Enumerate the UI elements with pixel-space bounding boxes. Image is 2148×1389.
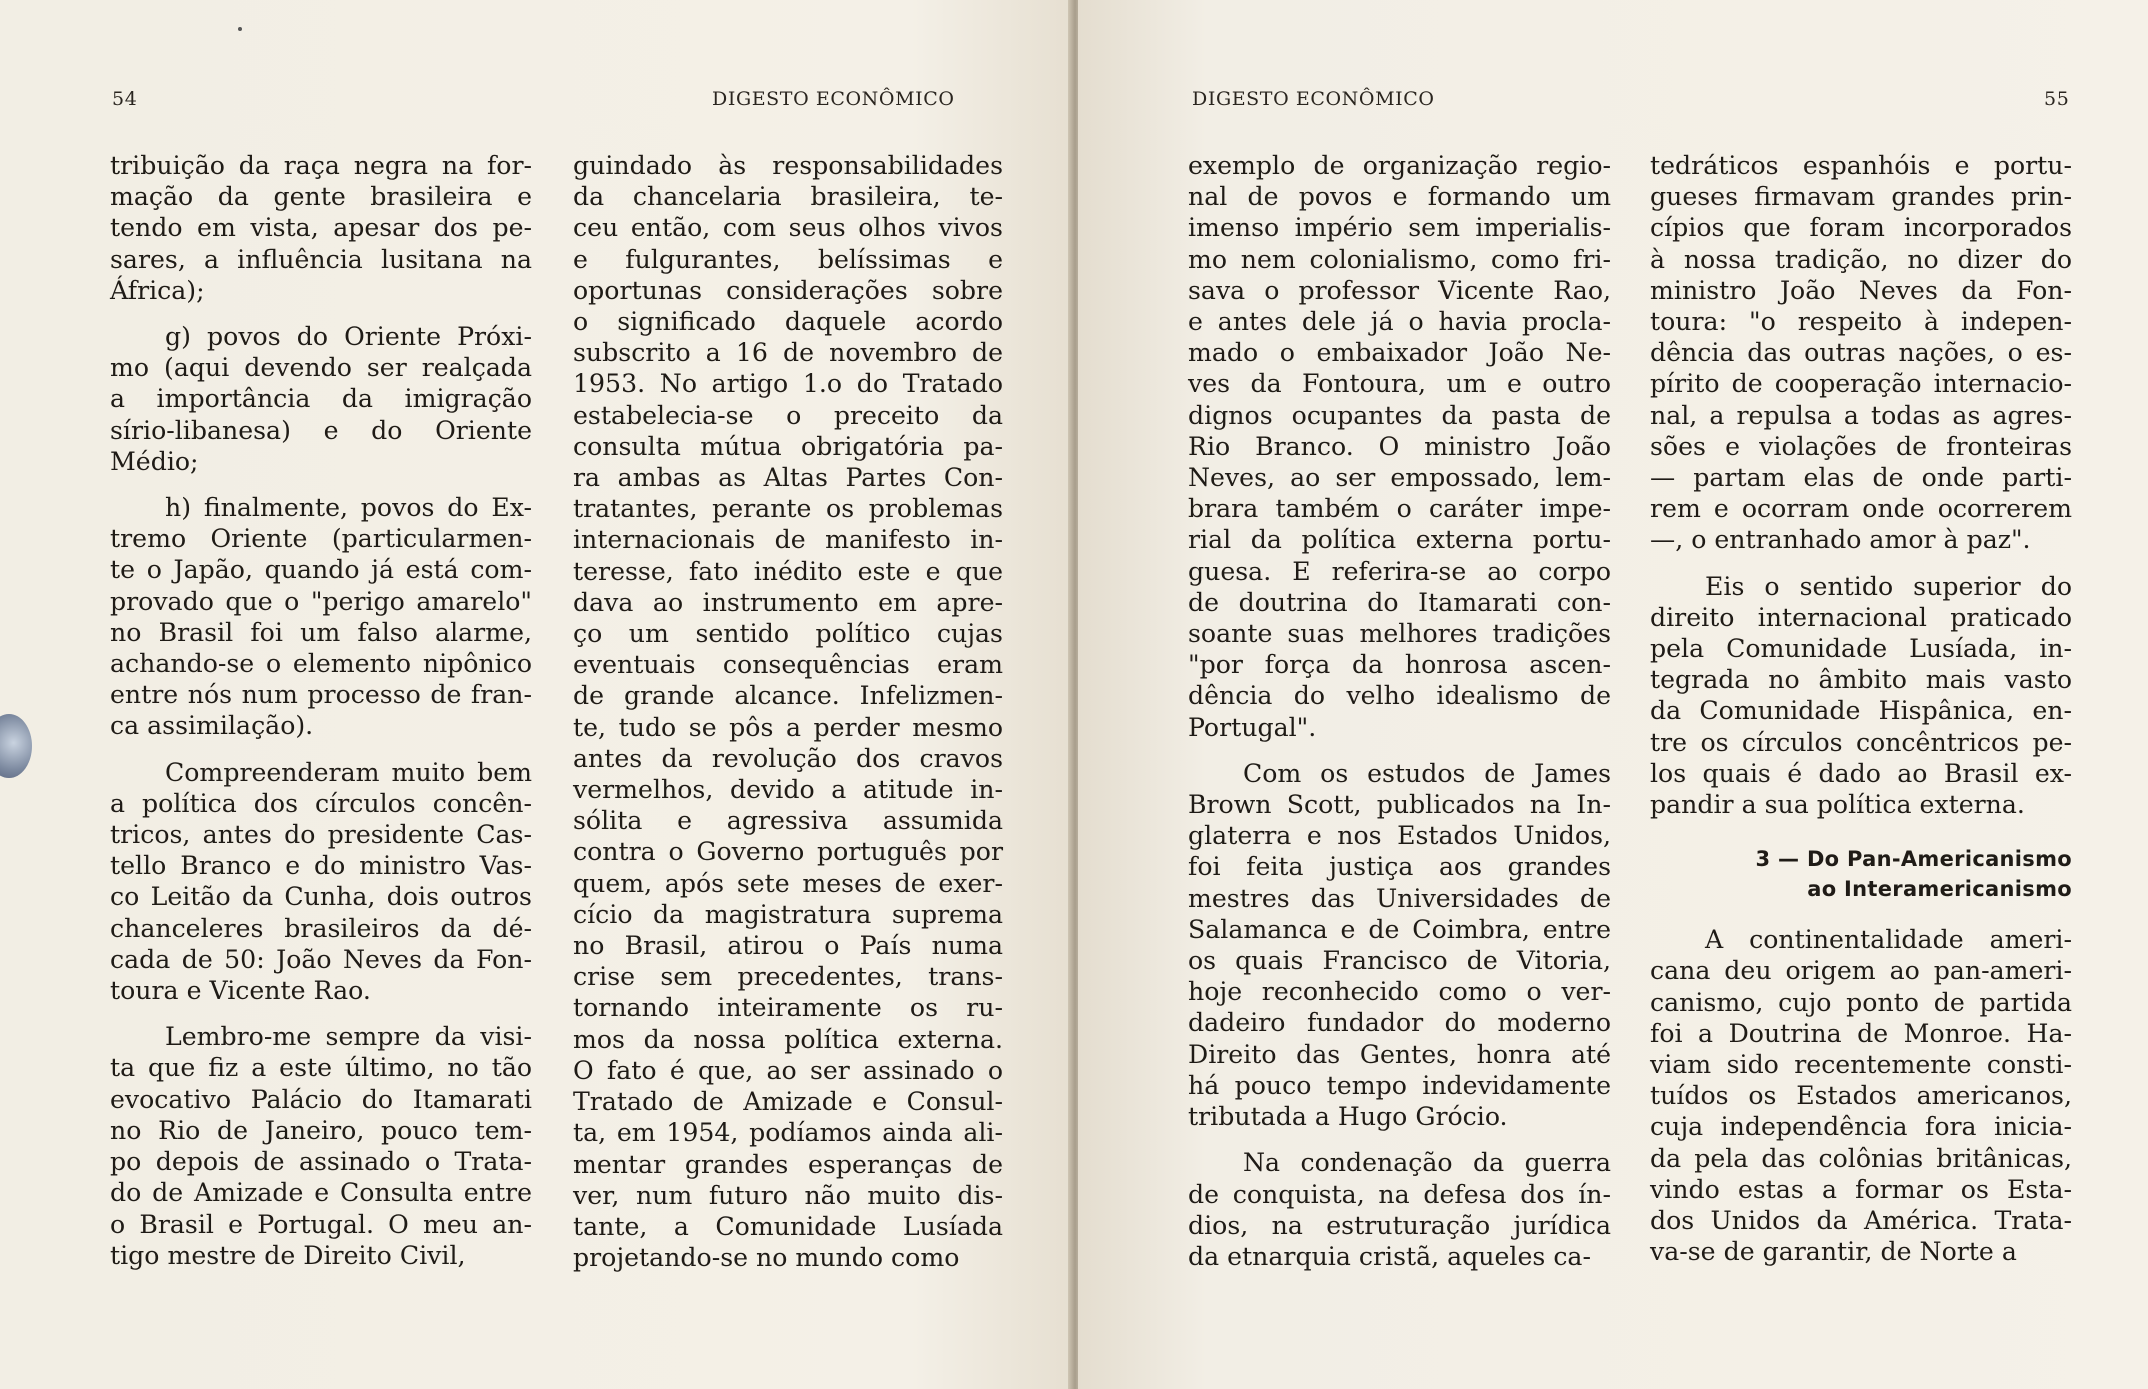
text-line: —, o entranhado amor à paz".	[1650, 525, 2031, 555]
text-line: Direito das Gentes, honra até	[1188, 1039, 1611, 1069]
text-line: dos Unidos da América. Trata-	[1650, 1206, 2072, 1236]
text-line: Médio;	[110, 446, 199, 476]
text-line: co Leitão da Cunha, dois outros	[110, 882, 532, 912]
text-line: tigo mestre de Direito Civil,	[110, 1240, 466, 1270]
paragraph	[1650, 571, 2072, 821]
text-line: Salamanca e de Coimbra, entre	[1188, 914, 1611, 944]
ink-speck	[238, 27, 242, 31]
text-line: tre os círculos concêntricos pe-	[1650, 727, 2072, 757]
paragraph	[110, 1021, 532, 1271]
text-line: exemplo de organização regio-	[1188, 151, 1611, 180]
text-line: mado o embaixador João Ne-	[1188, 338, 1611, 368]
right-column-2-bottom	[1650, 924, 2072, 1267]
page-number-left: 54	[112, 88, 138, 110]
text-line: ceu então, com seus olhos vivos	[573, 213, 1003, 243]
text-line: ministro João Neves da Fon-	[1650, 275, 2072, 305]
text-line: pela Comunidade Lusíada, in-	[1650, 634, 2072, 664]
binder-clip-icon	[0, 714, 32, 778]
text-line: nal, a repulsa a todas as agres-	[1650, 400, 2072, 430]
text-line: chanceleres brasileiros da dé-	[110, 913, 532, 943]
text-line: tributada a Hugo Grócio.	[1188, 1102, 1508, 1132]
text-line: e fulgurantes, belíssimas e	[573, 244, 1003, 274]
paragraph	[110, 321, 532, 477]
text-line: de grande alcance. Infelizmen-	[573, 681, 1003, 711]
right-page	[1078, 0, 2148, 1389]
right-column-2	[1650, 150, 2072, 1268]
text-line: da pela das colônias britânicas,	[1650, 1143, 2072, 1173]
text-line: mentar grandes esperanças de	[573, 1149, 1003, 1179]
text-line: tornando inteiramente os ru-	[573, 993, 1003, 1023]
text-line: Eis o sentido superior do	[1705, 571, 2072, 601]
text-line: tante, a Comunidade Lusíada	[573, 1211, 1003, 1241]
text-line: oportunas considerações sobre	[573, 275, 1003, 305]
text-line: ta, em 1954, podíamos ainda ali-	[573, 1118, 1003, 1148]
text-line: glaterra e nos Estados Unidos,	[1188, 821, 1611, 851]
text-line: há pouco tempo indevidamente	[1188, 1070, 1611, 1100]
text-line: ra ambas as Altas Partes Con-	[573, 463, 1003, 493]
right-column-2-top	[1650, 150, 2072, 820]
text-line: tegrada no âmbito mais vasto	[1650, 665, 2072, 695]
text-line: sírio-libanesa) e do Oriente	[110, 415, 532, 445]
text-line: ta que fiz a este último, no tão	[110, 1053, 532, 1083]
right-column-1	[1188, 150, 1611, 1272]
text-line: a política dos círculos concên-	[110, 788, 532, 818]
text-line: cada de 50: João Neves da Fon-	[110, 944, 532, 974]
text-line: Portugal".	[1188, 712, 1317, 742]
paragraph	[1188, 1147, 1611, 1272]
text-line: viam sido recentemente consti-	[1650, 1050, 2072, 1080]
text-line: no Brasil foi um falso alarme,	[110, 617, 532, 647]
text-line: cuja independência fora inicia-	[1650, 1112, 2072, 1142]
left-column-1	[110, 150, 532, 1271]
left-column-2	[573, 150, 1003, 1273]
text-line: cício da magistratura suprema	[573, 899, 1003, 929]
text-line: da chancelaria brasileira, te-	[573, 182, 1003, 212]
text-line: guesa. E referira-se ao corpo	[1188, 556, 1611, 586]
section-heading-line-1: 3 — Do Pan-Americanismo	[1755, 847, 2072, 872]
text-line: de doutrina do Itamarati con-	[1188, 587, 1611, 617]
text-line: Compreenderam muito bem	[165, 757, 532, 787]
text-line: no Rio de Janeiro, pouco tem-	[110, 1115, 532, 1145]
text-line: te, tudo se pôs a perder mesmo	[573, 712, 1003, 742]
text-line: dadeiro fundador do moderno	[1188, 1008, 1611, 1038]
text-line: África);	[110, 275, 205, 305]
text-line: cípios que foram incorporados	[1650, 213, 2072, 243]
text-line: imenso império sem imperialis-	[1188, 213, 1611, 243]
section-heading-line-2: ao Interamericanismo	[1807, 877, 2072, 902]
text-line: subscrito a 16 de novembro de	[573, 338, 1003, 368]
text-line: va-se de garantir, de Norte a	[1650, 1237, 2017, 1267]
text-line: hoje reconhecido como o ver-	[1188, 977, 1611, 1007]
text-line: tedráticos espanhóis e portu-	[1650, 151, 2072, 180]
text-line: provado que o "perigo amarelo"	[110, 586, 532, 616]
text-line: toura: "o respeito à indepen-	[1650, 307, 2072, 337]
text-line: direito internacional praticado	[1650, 602, 2072, 632]
text-line: consulta mútua obrigatória pa-	[573, 431, 1003, 461]
text-line: Tratado de Amizade e Consul-	[573, 1087, 1003, 1117]
text-line: h) finalmente, povos do Ex-	[165, 493, 532, 523]
text-line: e antes dele já o havia procla-	[1188, 307, 1611, 337]
text-line: dência das outras nações, o es-	[1650, 338, 2072, 368]
paragraph	[1188, 758, 1611, 1132]
running-head-right: DIGESTO ECONÔMICO	[1192, 88, 1435, 110]
text-line: pandir a sua política externa.	[1650, 790, 2025, 820]
paragraph	[1650, 924, 2072, 1267]
text-line: teresse, fato inédito este e que	[573, 556, 1003, 586]
text-line: vindo estas a formar os Esta-	[1650, 1174, 2072, 1204]
text-line: los quais é dado ao Brasil ex-	[1650, 758, 2072, 788]
text-line: "por força da honrosa ascen-	[1188, 650, 1611, 680]
text-line: do de Amizade e Consulta entre	[110, 1178, 532, 1208]
text-line: da Comunidade Hispânica, en-	[1650, 696, 2072, 726]
text-line: Na condenação da guerra	[1243, 1148, 1611, 1178]
paragraph	[110, 150, 532, 306]
text-line: sólita e agressiva assumida	[573, 806, 1003, 836]
text-line: te o Japão, quando já está com-	[110, 555, 532, 585]
text-line: projetando-se no mundo como	[573, 1243, 960, 1273]
text-line: o Brasil e Portugal. O meu an-	[110, 1209, 532, 1239]
text-line: ca assimilação).	[110, 711, 314, 741]
text-line: Com os estudos de James	[1243, 758, 1611, 788]
text-line: tribuição da raça negra na for-	[110, 151, 532, 180]
text-line: tricos, antes do presidente Cas-	[110, 820, 532, 850]
left-page	[0, 0, 1072, 1389]
text-line: po depois de assinado o Trata-	[110, 1147, 532, 1177]
text-line: Neves, ao ser empossado, lem-	[1188, 463, 1611, 493]
text-line: cana deu origem ao pan-ameri-	[1650, 956, 2072, 986]
text-line: tello Branco e do ministro Vas-	[110, 851, 532, 881]
text-line: toura e Vicente Rao.	[110, 976, 371, 1006]
text-line: pírito de cooperação internacio-	[1650, 369, 2072, 399]
text-line: ves da Fontoura, um e outro	[1188, 369, 1611, 399]
text-line: tendo em vista, apesar dos pe-	[110, 213, 532, 243]
text-line: ço um sentido político cujas	[573, 619, 1003, 649]
text-line: ver, num futuro não muito dis-	[573, 1180, 1003, 1210]
paragraph	[1650, 150, 2072, 556]
paragraph	[1188, 150, 1611, 743]
text-line: quem, após sete meses de exer-	[573, 868, 1003, 898]
page-number-right: 55	[2044, 88, 2070, 110]
text-line: tremo Oriente (particularmen-	[110, 524, 532, 554]
text-line: A continentalidade ameri-	[1705, 925, 2072, 955]
paragraph	[110, 757, 532, 1007]
text-line: evocativo Palácio do Itamarati	[110, 1084, 532, 1114]
text-line: 1953. No artigo 1.o do Tratado	[573, 369, 1003, 399]
paragraph	[110, 492, 532, 742]
text-line: mos da nossa política externa.	[573, 1024, 1003, 1054]
text-line: foi feita justiça aos grandes	[1188, 852, 1611, 882]
text-line: crise sem precedentes, trans-	[573, 962, 1003, 992]
text-line: Lembro-me sempre da visi-	[165, 1022, 532, 1052]
text-line: de conquista, na defesa dos ín-	[1188, 1179, 1611, 1209]
paragraph	[573, 150, 1003, 1273]
text-line: gueses firmavam grandes prin-	[1650, 182, 2072, 212]
text-line: contra o Governo português por	[573, 837, 1003, 867]
text-line: Rio Branco. O ministro João	[1188, 431, 1611, 461]
text-line: entre nós num processo de fran-	[110, 680, 532, 710]
text-line: achando-se o elemento nipônico	[110, 649, 532, 679]
text-line: dava ao instrumento em apre-	[573, 587, 1003, 617]
text-line: antes da revolução dos cravos	[573, 743, 1003, 773]
text-line: g) povos do Oriente Próxi-	[165, 322, 532, 352]
text-line: Brown Scott, publicados na In-	[1188, 790, 1611, 820]
text-line: à nossa tradição, no dizer do	[1650, 244, 2072, 274]
text-line: rial da política externa portu-	[1188, 525, 1611, 555]
text-line: eventuais consequências eram	[573, 650, 1003, 680]
text-line: brara também o caráter impe-	[1188, 494, 1611, 524]
text-line: mo nem colonialismo, como fri-	[1188, 244, 1611, 274]
text-line: guindado às responsabilidades	[573, 151, 1003, 180]
text-line: dios, na estruturação jurídica	[1188, 1210, 1611, 1240]
text-line: internacionais de manifesto in-	[573, 525, 1003, 555]
section-heading	[1650, 844, 2072, 904]
text-line: dignos ocupantes da pasta de	[1188, 400, 1611, 430]
text-line: — partam elas de onde parti-	[1650, 463, 2072, 493]
text-line: sares, a influência lusitana na	[110, 244, 532, 274]
text-line: o significado daquele acordo	[573, 307, 1003, 337]
text-line: mestres das Universidades de	[1188, 883, 1611, 913]
text-line: rem e ocorram onde ocorrerem	[1650, 494, 2072, 524]
text-line: no Brasil, atirou o País numa	[573, 931, 1003, 961]
text-line: estabelecia-se o preceito da	[573, 400, 1003, 430]
running-head-left: DIGESTO ECONÔMICO	[712, 88, 955, 110]
text-line: dência do velho idealismo de	[1188, 681, 1611, 711]
text-line: mo (aqui devendo ser realçada	[110, 353, 532, 383]
text-line: sava o professor Vicente Rao,	[1188, 275, 1611, 305]
text-line: da etnarquia cristã, aqueles ca-	[1188, 1241, 1591, 1271]
text-line: os quais Francisco de Vitoria,	[1188, 946, 1611, 976]
text-line: tuídos os Estados americanos,	[1650, 1081, 2072, 1111]
text-line: a importância da imigração	[110, 384, 532, 414]
text-line: tratantes, perante os problemas	[573, 494, 1003, 524]
text-line: O fato é que, ao ser assinado o	[573, 1055, 1003, 1085]
text-line: foi a Doutrina de Monroe. Ha-	[1650, 1018, 2072, 1048]
text-line: sões e violações de fronteiras	[1650, 431, 2072, 461]
text-line: vermelhos, devido a atitude in-	[573, 775, 1003, 805]
text-line: canismo, cujo ponto de partida	[1650, 987, 2072, 1017]
text-line: nal de povos e formando um	[1188, 182, 1611, 212]
text-line: mação da gente brasileira e	[110, 182, 532, 212]
text-line: soante suas melhores tradições	[1188, 619, 1611, 649]
